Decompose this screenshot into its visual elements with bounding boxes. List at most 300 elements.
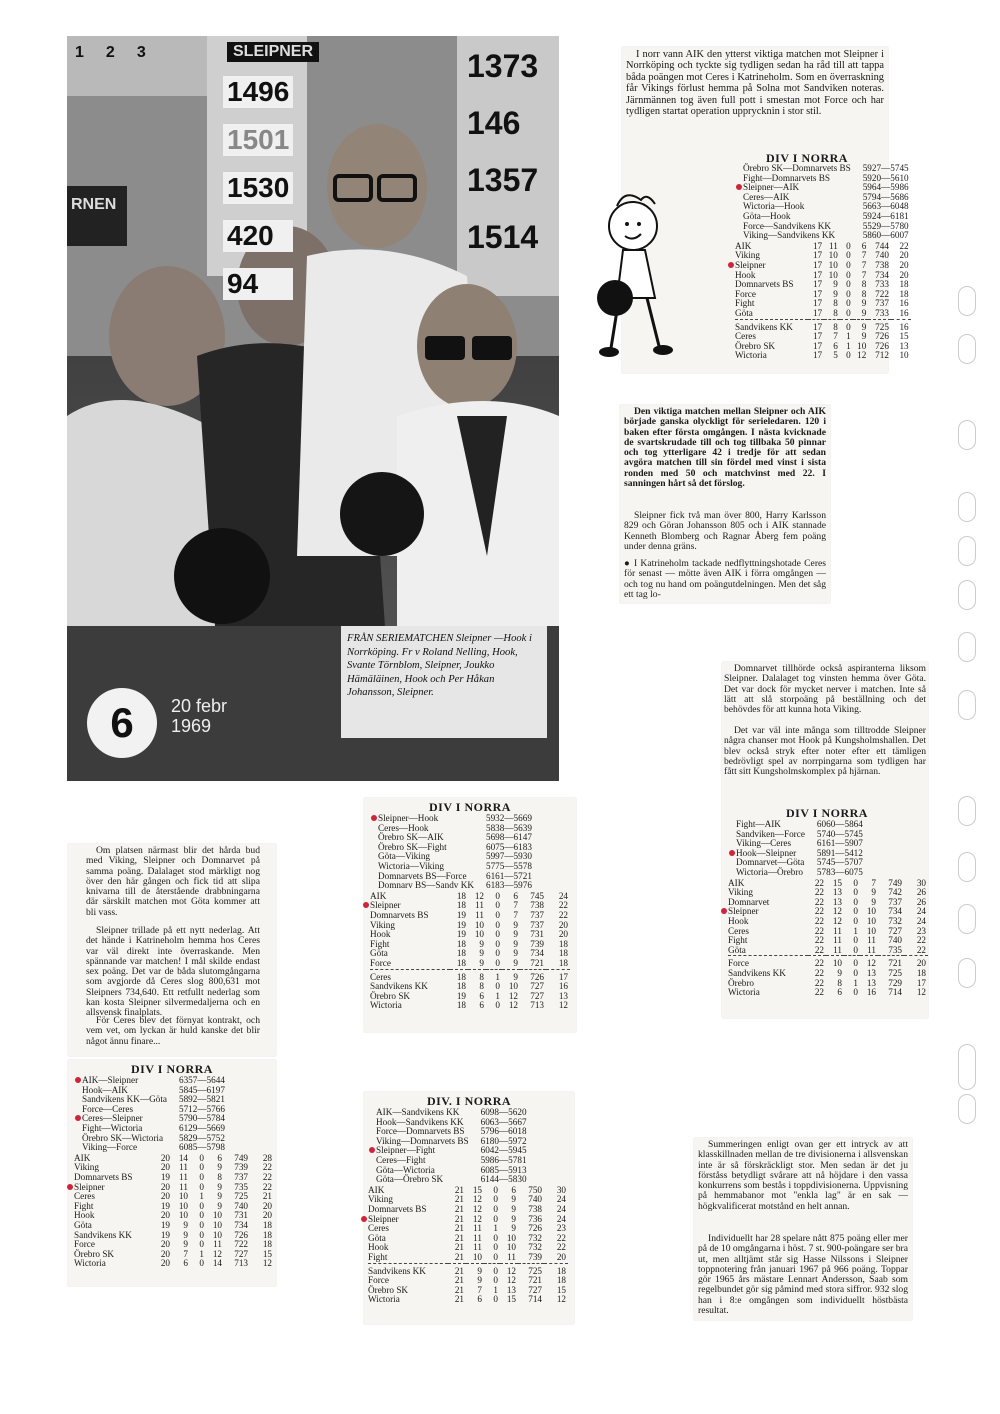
- match-teams: [368, 1175, 471, 1185]
- games: 22: [814, 896, 824, 907]
- draws: 0: [846, 259, 851, 270]
- pins: 721: [530, 957, 544, 968]
- losses: 9: [861, 307, 867, 318]
- points: 20: [899, 250, 909, 261]
- team: Viking: [735, 250, 760, 261]
- wins: 9: [477, 1265, 482, 1276]
- wins: 10: [178, 1191, 188, 1202]
- draws: 0: [199, 1162, 204, 1173]
- match-score: 5964—5986: [862, 182, 909, 193]
- bowler-cartoon: [585, 188, 693, 363]
- draws: 0: [495, 890, 500, 901]
- draws: 0: [853, 967, 858, 978]
- losses: 10: [506, 1242, 516, 1253]
- pins: 734: [888, 906, 902, 917]
- pins: 725: [888, 967, 902, 978]
- red-marker-icon: [75, 1115, 81, 1121]
- pins: 714: [528, 1294, 542, 1305]
- losses: 9: [217, 1162, 222, 1173]
- pins: 739: [530, 938, 544, 949]
- pins: 713: [234, 1258, 248, 1269]
- pins: 745: [530, 890, 544, 901]
- cartoon-icon: [585, 188, 693, 363]
- match-teams: [370, 881, 476, 891]
- results-table: [735, 164, 911, 361]
- teams: Ceres—Hook: [378, 822, 429, 833]
- pins: 738: [530, 900, 544, 911]
- pins: 732: [888, 915, 902, 926]
- team: Viking: [74, 1162, 99, 1173]
- paragraph: Om platsen närmast blir det hårda bud med Viking, Sleipner och Domnarvet på samma poäng. Dalalaget stod märkligt nog över den här gången och fick tid att slipa knivarna till de återstående drabbningarna där särskilt matchen mot Göta kommer att bli vass.: [86, 845, 260, 918]
- teams: Force—Domnarvets BS: [376, 1126, 465, 1137]
- team: Ceres: [728, 925, 749, 936]
- pins: 735: [888, 944, 902, 955]
- games: 17: [812, 288, 823, 299]
- team: Sandvikens KK: [728, 967, 786, 978]
- results-table: [728, 820, 928, 998]
- pins: 737: [234, 1171, 248, 1182]
- points: 12: [262, 1258, 272, 1269]
- games: 19: [160, 1171, 170, 1182]
- games: 22: [814, 944, 824, 955]
- team: Sleipner: [368, 1213, 399, 1224]
- team: Sandvikens KK: [735, 321, 793, 332]
- games: 21: [454, 1184, 464, 1195]
- losses: 7: [871, 877, 876, 888]
- wins: 8: [837, 977, 842, 988]
- team: Domnarvets BS: [735, 279, 794, 290]
- points: 24: [916, 915, 926, 926]
- team: Force: [368, 1275, 389, 1286]
- teams: Hook—Sandvikens KK: [376, 1116, 464, 1127]
- games: 22: [814, 977, 824, 988]
- board-numbers-right: [467, 48, 538, 256]
- teams: Göta—Örebro SK: [376, 1174, 444, 1185]
- teams: Fight—AIK: [736, 819, 781, 829]
- left-lower-clipping: [68, 844, 276, 1056]
- games: 20: [160, 1248, 170, 1259]
- draws: 0: [495, 957, 500, 968]
- losses: 12: [508, 1000, 518, 1011]
- points: 20: [899, 259, 909, 270]
- teams: Fight—Wictoria: [82, 1122, 143, 1133]
- games: 20: [160, 1210, 170, 1221]
- losses: 7: [861, 269, 867, 280]
- wins: 8: [479, 971, 484, 982]
- team: Force: [370, 957, 391, 968]
- games: 17: [812, 340, 823, 351]
- wins: 12: [832, 915, 842, 926]
- draws: 0: [846, 250, 851, 261]
- team-name: [728, 946, 808, 956]
- match-report-text: [624, 559, 826, 600]
- wins: 10: [832, 958, 842, 969]
- wins: 5: [833, 350, 838, 361]
- draws: 1: [846, 331, 851, 342]
- losses: 8: [217, 1171, 222, 1182]
- pins: 740: [528, 1194, 542, 1205]
- teams: Wictoria—Viking: [378, 860, 444, 871]
- pins: 721: [528, 1275, 542, 1286]
- match-report-bold: Den viktiga matchen mellan Sleipner och AIK började ganska olyckligt för serieledaren. 120 i baken efter första omgången. I nästa kvicknade de svartskrudade till och tog tillbaka 50 pinnar och tog ytterligare 42 i tredje för att sedan avgöra matchen till sin fördel med vinst i sista ronden med 50 och matchvinst med 22. I sanningen hårt så det förslog.: [624, 406, 826, 490]
- pins: 735: [234, 1181, 248, 1192]
- pins: 737: [530, 919, 544, 930]
- draws: 0: [853, 877, 858, 888]
- wins: 11: [179, 1162, 188, 1173]
- match-row: [370, 881, 534, 891]
- binder-hole: [958, 690, 976, 720]
- date-line: 1969: [171, 716, 212, 736]
- wins: 11: [475, 900, 484, 911]
- wins: 9: [183, 1219, 188, 1230]
- team: Göta: [74, 1219, 92, 1230]
- games: 20: [160, 1152, 170, 1163]
- losses: 9: [513, 971, 518, 982]
- draws: 0: [493, 1294, 498, 1305]
- bottom-right-clipping: [694, 1138, 912, 1320]
- teams: Force—Ceres: [82, 1103, 134, 1114]
- match-score: 5698—6147: [485, 832, 532, 843]
- wins: 10: [178, 1210, 188, 1221]
- binder-hole: [958, 1094, 976, 1124]
- team: Ceres: [735, 331, 756, 342]
- team: Domnarvets BS: [368, 1203, 427, 1214]
- points: 18: [262, 1219, 272, 1230]
- games: 21: [454, 1203, 464, 1214]
- points: 22: [916, 944, 926, 955]
- pins: 727: [528, 1284, 542, 1295]
- pins: 740: [888, 935, 902, 946]
- team: AIK: [728, 877, 745, 888]
- match-score: 5927—5745: [862, 163, 909, 173]
- losses: 9: [513, 929, 518, 940]
- draws: 0: [495, 938, 500, 949]
- points: 22: [899, 240, 909, 251]
- teams: Örebro SK—Domnarvets BS: [743, 163, 851, 173]
- teams: Hook—AIK: [82, 1084, 128, 1095]
- match-score: 6180—5972: [480, 1135, 527, 1146]
- board-number: 1357: [467, 162, 539, 198]
- draws: 0: [199, 1239, 204, 1250]
- losses: 10: [508, 981, 518, 992]
- red-marker-icon: [361, 1216, 367, 1222]
- match-row: [74, 1143, 227, 1153]
- match-score: 6098—5620: [480, 1107, 527, 1117]
- draws: 0: [495, 1000, 500, 1011]
- wins: 11: [833, 944, 842, 955]
- losses: 9: [871, 887, 876, 898]
- match-score: 6085—5913: [480, 1164, 527, 1175]
- pins: 727: [530, 981, 544, 992]
- teams: Sandvikens KK—Göta: [82, 1094, 167, 1105]
- date-line: 20 febr: [171, 696, 228, 716]
- team: Örebro SK: [74, 1248, 115, 1259]
- match-score: 6144—5830: [480, 1174, 527, 1185]
- wins: 8: [833, 298, 838, 309]
- pins: 740: [875, 250, 889, 261]
- games: 21: [454, 1232, 464, 1243]
- team: Sleipner: [728, 906, 759, 917]
- team: Wictoria: [370, 1000, 402, 1011]
- pins: 727: [530, 990, 544, 1001]
- wins: 12: [472, 1203, 482, 1214]
- pins: 725: [875, 321, 889, 332]
- match-score: 6357—5644: [178, 1075, 225, 1085]
- wins: 11: [473, 1232, 482, 1243]
- red-marker-icon: [728, 262, 734, 268]
- red-marker-icon: [729, 850, 735, 856]
- pins: 736: [528, 1213, 542, 1224]
- points: 10: [899, 350, 909, 361]
- match-report-text: Sleipner fick två man över 800, Harry Karlsson 829 och Göran Johansson 805 och i AIK stannade Kenneth Blomberg och Ragnar Åberg fem poäng under denna gräns.: [624, 510, 826, 552]
- games: 19: [160, 1200, 170, 1211]
- draws: 0: [846, 298, 851, 309]
- games: 20: [160, 1191, 170, 1202]
- losses: 10: [212, 1219, 222, 1230]
- teams: Domnarvet—Göta: [736, 857, 805, 868]
- draws: 0: [493, 1265, 498, 1276]
- match-teams: [728, 868, 807, 878]
- pins: 712: [875, 350, 889, 361]
- match-score: 6063—5667: [480, 1116, 527, 1127]
- draws: 1: [199, 1191, 204, 1202]
- paragraph: För Ceres blev det förnyat kontrakt, och vem vet, om lyckan är huld kanske det blir något ännu finare...: [86, 1015, 260, 1047]
- pins: 734: [234, 1219, 248, 1230]
- draws: 0: [846, 288, 851, 299]
- draws: 0: [853, 944, 858, 955]
- games: 17: [812, 298, 823, 309]
- draws: 0: [846, 350, 851, 361]
- losses: 6: [511, 1184, 516, 1195]
- wins: 13: [832, 887, 842, 898]
- wins: 11: [833, 935, 842, 946]
- points: 17: [916, 977, 926, 988]
- binder-hole: [958, 420, 976, 450]
- team: Örebro SK: [368, 1284, 409, 1295]
- pins: 740: [234, 1200, 248, 1211]
- losses: 15: [506, 1294, 516, 1305]
- pins: 726: [528, 1223, 542, 1234]
- draws: 0: [495, 948, 500, 959]
- losses: 10: [212, 1210, 222, 1221]
- team: Viking: [370, 919, 395, 930]
- red-marker-icon: [363, 902, 369, 908]
- games: 21: [454, 1275, 464, 1286]
- standings-row: [728, 988, 928, 998]
- issue-badge: [87, 688, 157, 758]
- points: 16: [899, 298, 909, 309]
- points: 12: [916, 987, 926, 998]
- points: 18: [899, 288, 909, 299]
- team: Hook: [368, 1242, 389, 1253]
- wins: 8: [833, 321, 838, 332]
- games: 22: [814, 935, 824, 946]
- standings-row: [728, 946, 928, 956]
- issue-number: 6: [110, 699, 134, 746]
- pins: 733: [875, 279, 889, 290]
- points: 18: [558, 957, 568, 968]
- match-score: 6183—5976: [485, 880, 532, 891]
- losses: 9: [513, 938, 518, 949]
- points: 16: [558, 981, 568, 992]
- losses: 9: [217, 1200, 222, 1211]
- draws: 0: [199, 1210, 204, 1221]
- games: 21: [454, 1223, 464, 1234]
- pins: 721: [888, 958, 902, 969]
- losses: 12: [506, 1275, 516, 1286]
- match-row: [368, 1175, 529, 1185]
- draws: 0: [493, 1275, 498, 1286]
- wins: 12: [832, 906, 842, 917]
- draws: 0: [495, 909, 500, 920]
- games: 18: [456, 890, 466, 901]
- wins: 7: [477, 1284, 482, 1295]
- points: 20: [262, 1200, 272, 1211]
- games: 17: [812, 331, 823, 342]
- draws: 0: [853, 935, 858, 946]
- points: 22: [558, 909, 568, 920]
- wins: 11: [475, 909, 484, 920]
- games: 22: [814, 915, 824, 926]
- games: 21: [454, 1284, 464, 1295]
- board-label: SLEIPNER: [227, 42, 319, 62]
- teams: Örebro SK—AIK: [378, 832, 444, 843]
- board-number: 1514: [467, 219, 539, 255]
- wins: 11: [833, 925, 842, 936]
- board-left-label: RNEN: [71, 196, 117, 213]
- teams: Sandviken—Force: [736, 828, 805, 839]
- draws: 1: [493, 1284, 498, 1295]
- match-teams: [74, 1143, 169, 1153]
- losses: 9: [861, 321, 867, 332]
- games: 18: [456, 938, 466, 949]
- draws: 0: [199, 1229, 204, 1240]
- team: Göta: [728, 944, 746, 955]
- games: 19: [160, 1219, 170, 1230]
- pins: 737: [875, 298, 889, 309]
- board-numbers: [223, 76, 293, 300]
- draws: 0: [493, 1251, 498, 1262]
- match-score: 5740—5745: [816, 828, 863, 839]
- draws: 0: [493, 1194, 498, 1205]
- draws: 0: [853, 987, 858, 998]
- wins: 10: [828, 250, 838, 261]
- losses: 12: [866, 958, 876, 969]
- draws: 0: [495, 900, 500, 911]
- losses: 8: [861, 288, 867, 299]
- pins: 744: [875, 240, 889, 251]
- games: 17: [812, 240, 823, 251]
- draws: 0: [493, 1213, 498, 1224]
- photo-caption: FRÅN SERIEMATCHEN Sleipner —Hook i Norrköping. Fr v Roland Nelling, Hook, Svante Törnblom, Sleipner, Joukko Hämäläinen, Hook och Per Håkan Johansson, Sleipner.: [341, 626, 547, 738]
- team: Force: [74, 1239, 95, 1250]
- team: Hook: [735, 269, 756, 280]
- standings-table: [368, 1186, 568, 1305]
- draws: 0: [846, 269, 851, 280]
- team-name: [370, 959, 450, 969]
- team: AIK: [368, 1184, 385, 1195]
- match-score: 6161—5721: [485, 870, 532, 881]
- games: 17: [812, 259, 823, 270]
- pins: 732: [528, 1232, 542, 1243]
- teams: Sleipner—Fight: [376, 1145, 436, 1156]
- draws: 0: [199, 1219, 204, 1230]
- draws: 0: [493, 1203, 498, 1214]
- losses: 9: [511, 1203, 516, 1214]
- team: Fight: [370, 938, 390, 949]
- teams: Force—Sandvikens KK: [743, 220, 832, 231]
- losses: 9: [513, 948, 518, 959]
- draws: 0: [853, 906, 858, 917]
- games: 20: [160, 1258, 170, 1269]
- draws: 1: [493, 1223, 498, 1234]
- wins: 12: [474, 890, 484, 901]
- draws: 0: [199, 1181, 204, 1192]
- games: 22: [814, 925, 824, 936]
- team: AIK: [370, 890, 387, 901]
- points: 20: [556, 1251, 566, 1262]
- board-number: 1501: [223, 124, 293, 156]
- match-score: 5860—6007: [862, 230, 909, 241]
- losses: 9: [511, 1213, 516, 1224]
- team-name: [368, 1253, 448, 1263]
- points: 20: [899, 269, 909, 280]
- draws: 0: [199, 1258, 204, 1269]
- games: 21: [454, 1213, 464, 1224]
- games: 19: [456, 919, 466, 930]
- games: 18: [456, 948, 466, 959]
- match-score: 5663—6048: [862, 201, 909, 212]
- games: 17: [812, 269, 823, 280]
- binder-hole: [958, 492, 976, 522]
- points: 12: [558, 1000, 568, 1011]
- match-score: 5794—5686: [862, 191, 909, 202]
- match-score: 5932—5669: [485, 813, 532, 823]
- losses: 9: [511, 1223, 516, 1234]
- team: Viking: [368, 1194, 393, 1205]
- games: 18: [456, 981, 466, 992]
- points: 18: [916, 967, 926, 978]
- games: 18: [456, 957, 466, 968]
- match-score: 6129—5669: [178, 1122, 225, 1133]
- games: 17: [812, 279, 823, 290]
- standings-table: [728, 879, 928, 998]
- match-score: 6085—5798: [178, 1142, 225, 1153]
- results-table: [74, 1076, 274, 1269]
- points: 22: [916, 935, 926, 946]
- points: 17: [558, 971, 568, 982]
- match-score: 5529—5780: [862, 220, 909, 231]
- losses: 11: [867, 944, 876, 955]
- points: 22: [262, 1181, 272, 1192]
- match-score: 5920—5610: [862, 172, 909, 183]
- match-teams: [735, 231, 853, 241]
- standings-row: [370, 1001, 570, 1011]
- wins: 10: [474, 919, 484, 930]
- board-number: 146: [467, 105, 521, 141]
- paragraph: Individuellt har 28 spelare nått 875 poäng eller mer på de 10 omgångarna i höst. 7 st. 900-poängare ser bra ut, men alltjämt står sig Hasse Nilssons i Sleipner toppnotering från januari 1967 på 966 poäng. Toppar gör 1965 års mästare Lennart Andersson, Saab som regelbundet gör sig påmind med stora siffror. 932 slog han i 8:e omgången som individuellt höstbästa resultat.: [698, 1233, 908, 1317]
- teams: Domnarvets BS—Force: [378, 870, 467, 881]
- points: 22: [262, 1171, 272, 1182]
- wins: 9: [833, 279, 838, 290]
- points: 22: [556, 1232, 566, 1243]
- match-score: 5892—5821: [178, 1094, 225, 1105]
- wins: 10: [178, 1200, 188, 1211]
- pins: 726: [875, 340, 889, 351]
- team: Sleipner: [370, 900, 401, 911]
- games: 22: [814, 887, 824, 898]
- wins: 7: [183, 1248, 188, 1259]
